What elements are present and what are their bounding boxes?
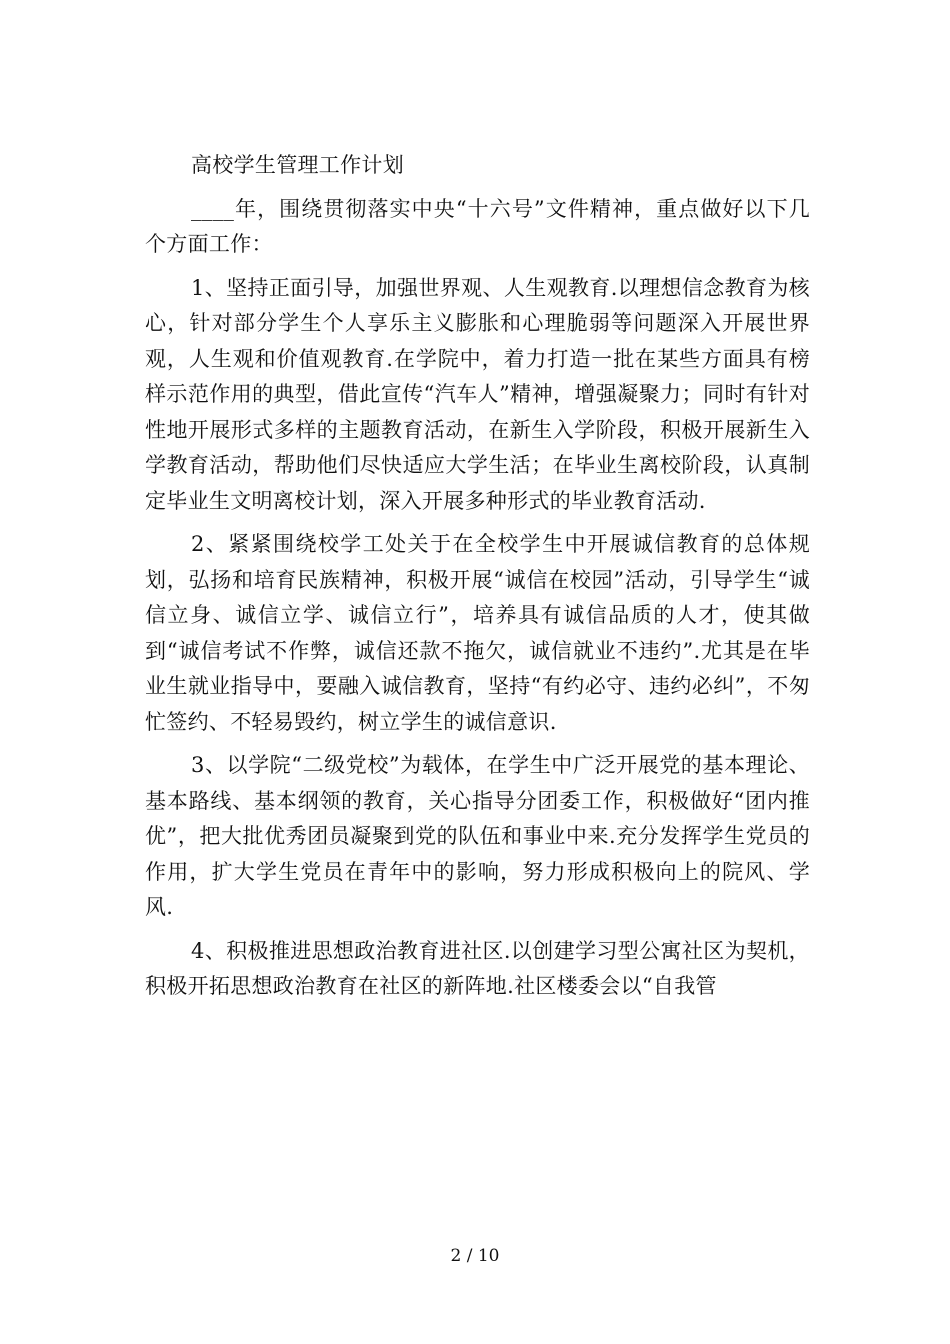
page-number: 2 / 10 <box>450 1246 500 1266</box>
paragraph-intro: ____年，围绕贯彻落实中央“十六号”文件精神，重点做好以下几个方面工作： <box>145 196 810 256</box>
document-title: 高校学生管理工作计划 <box>191 153 404 177</box>
paragraph-item-4: 4、积极推进思想政治教育进社区.以创建学习型公寓社区为契机，积极开拓思想政治教育在社区的新阵地.社区楼委会以“自我管 <box>145 938 810 998</box>
document-body <box>145 148 810 1013</box>
paragraph-item-1: 1、坚持正面引导，加强世界观、人生观教育.以理想信念教育为核心，针对部分学生个人享乐主义膨胀和心理脆弱等问题深入开展世界观，人生观和价值观教育.在学院中，着力打造一批在某些方面具有榜样示范作用的典型，借此宣传“汽车人”精神，增强凝聚力；同时有针对性地开展形式多样的主题教育活动，在新生入学阶段，积极开展新生入学教育活动，帮助他们尽快适应大学生活；在毕业生离校阶段，认真制定毕业生文明离校计划，深入开展多种形式的毕业教育活动. <box>145 275 810 513</box>
paragraph-item-2: 2、紧紧围绕校学工处关于在全校学生中开展诚信教育的总体规划，弘扬和培育民族精神，积极开展“诚信在校园”活动，引导学生“诚信立身、诚信立学、诚信立行”，培养具有诚信品质的人才，使其做到“诚信考试不作弊，诚信还款不拖欠，诚信就业不违约”.尤其是在毕业生就业指导中，要融入诚信教育，坚持“有约必守、违约必纠”，不匆忙签约、不轻易毁约，树立学生的诚信意识. <box>145 532 810 734</box>
paragraph-item-3: 3、以学院“二级党校”为载体，在学生中广泛开展党的基本理论、基本路线、基本纲领的教育，关心指导分团委工作，积极做好“团内推优”，把大批优秀团员凝聚到党的队伍和事业中来.充分发挥学生党员的作用，扩大学生党员在青年中的影响，努力形成积极向上的院风、学风. <box>145 753 810 919</box>
